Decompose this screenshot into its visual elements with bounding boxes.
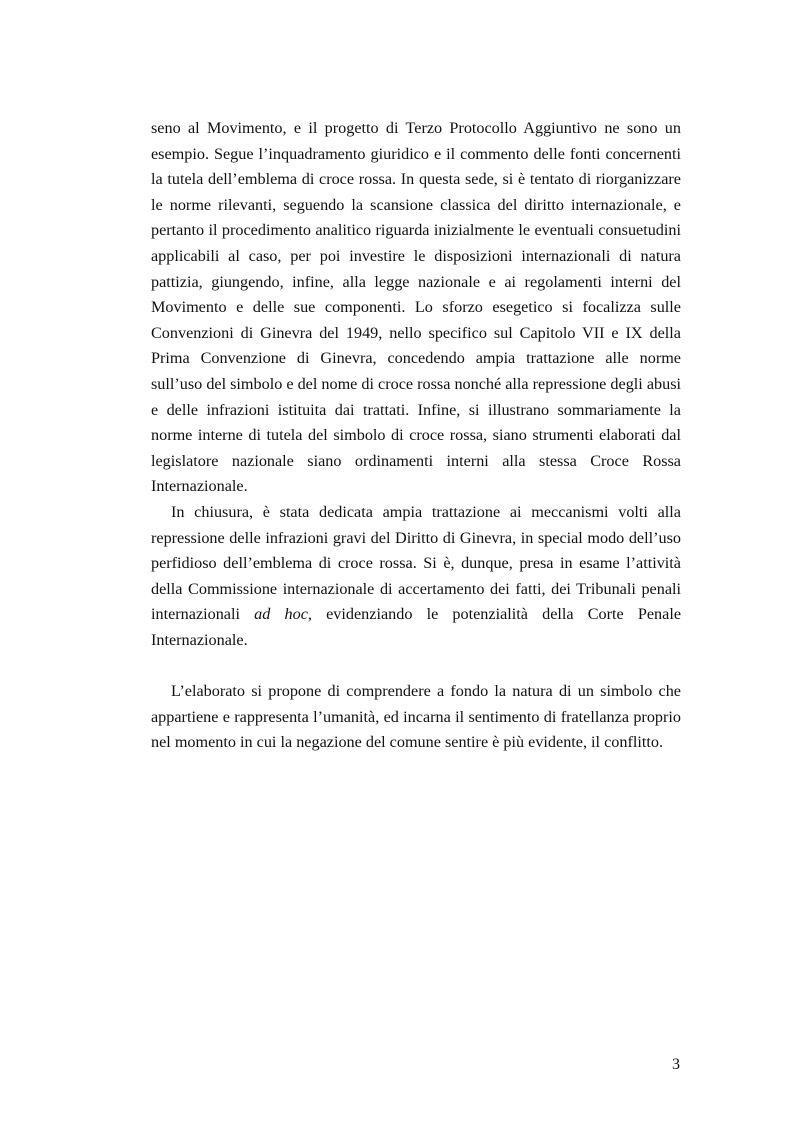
page-number: 3 [672,1056,680,1073]
paragraph-continuation [151,116,681,500]
paragraph-text: seno al Movimento, e il progetto di Terzo Protocollo Aggiuntivo ne sono un esempio. Segue l’inquadramento giuridico e il commento delle fonti concernenti la tutela dell’emblema di croce rossa. In questa sede, si è tentato di riorganizzare le norme rilevanti, seguendo la scansione classica del diritto internazionale, e pertanto il procedimento analitico riguarda inizialmente le eventuali consuetudini applicabili al caso, per poi investire le disposizioni internazionali di natura pattizia, giungendo, infine, alla legge nazionale e ai regolamenti interni del Movimento e delle sue componenti. Lo sforzo esegetico si focalizza sulle Convenzioni di Ginevra del 1949, nello specifico sul Capitolo VII e IX della Prima Convenzione di Ginevra, concedendo ampia trattazione alle norme sull’uso del simbolo e del nome di croce rossa nonché alla repressione degli abusi e delle infrazioni istituita dai trattati. Infine, si illustrano sommariamente la norme interne di tutela del simbolo di croce rossa, siano strumenti elaborati dal legislatore nazionale siano ordinamenti interni alla stessa Croce Rossa Internazionale. [151,119,681,496]
paragraph-text: In chiusura, è stata dedicata ampia trattazione ai meccanismi volti alla repressione delle infrazioni gravi del Diritto di Ginevra, in special modo dell’uso perfidioso dell’emblema di croce rossa. Si è, dunque, presa in esame l’attività della Commissione internazionale di accertamento dei fatti, dei Tribunali penali internazionali [151,502,681,624]
paragraph-text-end: , evidenziando le potenzialità della Corte Penale Internazionale. [151,605,682,649]
paragraph-purpose [151,679,681,756]
italic-phrase: ad hoc [254,605,308,624]
paragraph-text: L’elaborato si propone di comprendere a fondo la natura di un simbolo che appartiene e rappresenta l’umanità, ed incarna il sentimento di fratellanza proprio nel momento in cui la negazione del comune sentire è più evidente, il conflitto. [151,682,681,752]
paragraph-conclusion [151,500,681,654]
body-text [151,116,681,756]
